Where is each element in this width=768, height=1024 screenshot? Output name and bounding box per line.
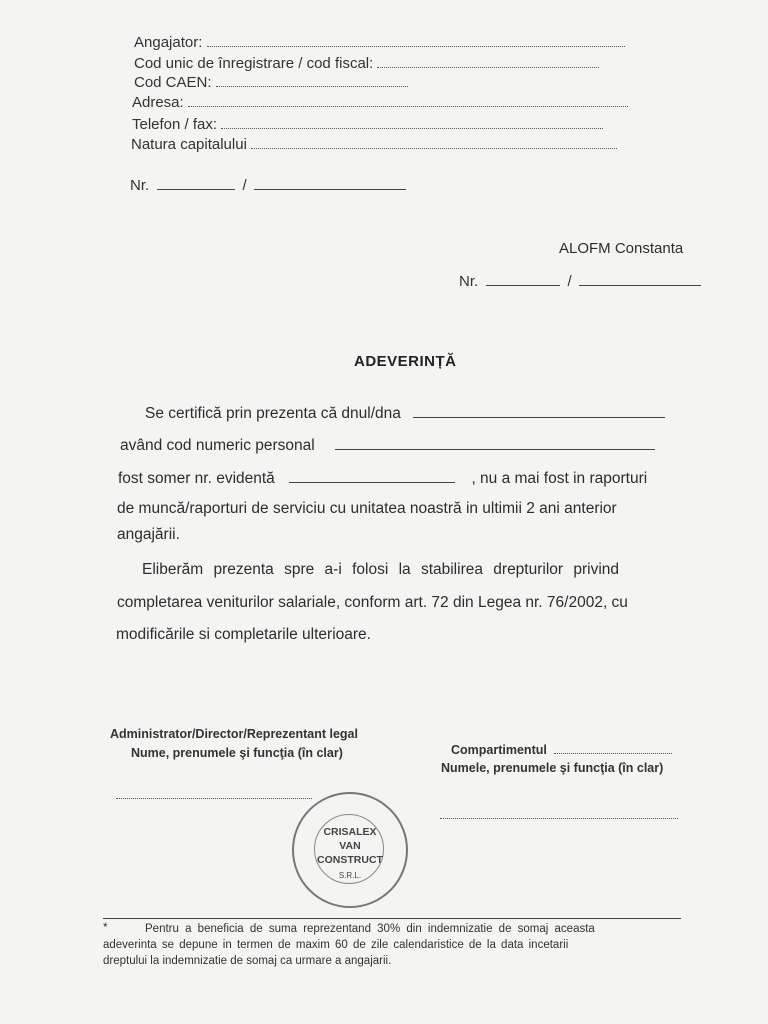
cod-unic-fill-line [377,55,599,68]
adresa-label: Adresa: [132,94,184,111]
telefon-fill-line [221,116,603,129]
nr-left-number-line [157,177,235,190]
angajator-label: Angajator: [134,34,203,51]
body-line-2-text: având cod numeric personal [120,437,315,454]
footnote-line-1: Pentru a beneficia de suma reprezentand 30% din indemnizatie de somaj aceasta [145,923,595,935]
registration-number-left [130,177,406,194]
evidence-number-fill-line [289,470,455,483]
person-name-fill-line [413,405,665,418]
employer-field-cod-unic [134,55,599,72]
body-line-5: angajării. [117,526,180,543]
signature-left-title: Administrator/Director/Reprezentant legal [110,727,358,741]
registration-number-right [459,273,701,290]
company-stamp [292,792,408,908]
footnote-line-3: dreptului la indemnizatie de somaj ca urmare a angajarii. [103,955,392,967]
body-line-1-text: Se certifică prin prezenta că dnul/dna [145,405,401,422]
angajator-fill-line [207,34,625,47]
cnp-fill-line [335,437,655,450]
body-para2-line-1: Eliberăm prezenta spre a-i folosi la stabilirea drepturilor privind [142,561,620,578]
signature-right-fill-line [440,818,678,819]
stamp-line-1: CRISALEX [323,826,377,838]
nr-right-number-line [486,273,560,286]
natura-label: Natura capitalului [131,136,247,153]
telefon-label: Telefon / fax: [132,116,218,133]
body-line-2 [120,437,655,455]
cod-caen-fill-line [216,74,408,87]
employer-field-cod-caen [134,74,408,91]
document-title: ADEVERINȚĂ [354,353,457,370]
adresa-fill-line [188,94,628,107]
compartment-label: Compartimentul [451,743,547,757]
stamp-line-4: S.R.L. [338,871,362,880]
nr-left-label: Nr. [130,177,150,194]
footnote-line-2: adeverinta se depune in termen de maxim 60 de zile calendaristice de la data incetarii [103,939,569,951]
compartment-fill-line [554,741,672,754]
stamp-line-2: VAN [339,840,361,852]
body-line-3-suffix: , nu a mai fost in raporturi [471,470,648,487]
signature-right-subtitle: Numele, prenumele şi funcţia (în clar) [441,761,664,775]
body-para2-line-2: completarea veniturilor salariale, conform art. 72 din Legea nr. 76/2002, cu [117,594,628,611]
body-line-3-text: fost somer nr. evidentă [118,470,275,487]
cod-unic-label: Cod unic de înregistrare / cod fiscal: [134,55,374,72]
body-para2-line-3: modificările si completarile ulterioare. [116,626,371,643]
body-line-4: de muncă/raporturi de serviciu cu unitatea noastră in ultimii 2 ani anterior [117,500,617,517]
nr-right-date-line [579,273,701,286]
cod-caen-label: Cod CAEN: [134,74,212,91]
nr-right-label: Nr. [459,273,479,290]
signature-left-fill-line [116,798,312,799]
employer-field-adresa [132,94,628,111]
recipient-name: ALOFM Constanta [559,240,684,257]
signature-right-title [451,741,672,757]
nr-left-date-line [254,177,406,190]
body-line-1 [145,405,665,423]
signature-left-subtitle: Nume, prenumele şi funcţia (în clar) [131,746,343,760]
natura-fill-line [251,136,617,149]
employer-field-angajator [134,34,625,51]
body-line-3 [118,470,647,488]
stamp-line-3: CONSTRUCT [317,854,383,866]
employer-field-telefon [132,116,603,133]
footnote-marker: * [103,922,108,934]
footnote-divider [103,918,681,919]
nr-left-slash: / [242,177,247,194]
employer-field-natura [131,136,617,153]
nr-right-slash: / [567,273,572,290]
